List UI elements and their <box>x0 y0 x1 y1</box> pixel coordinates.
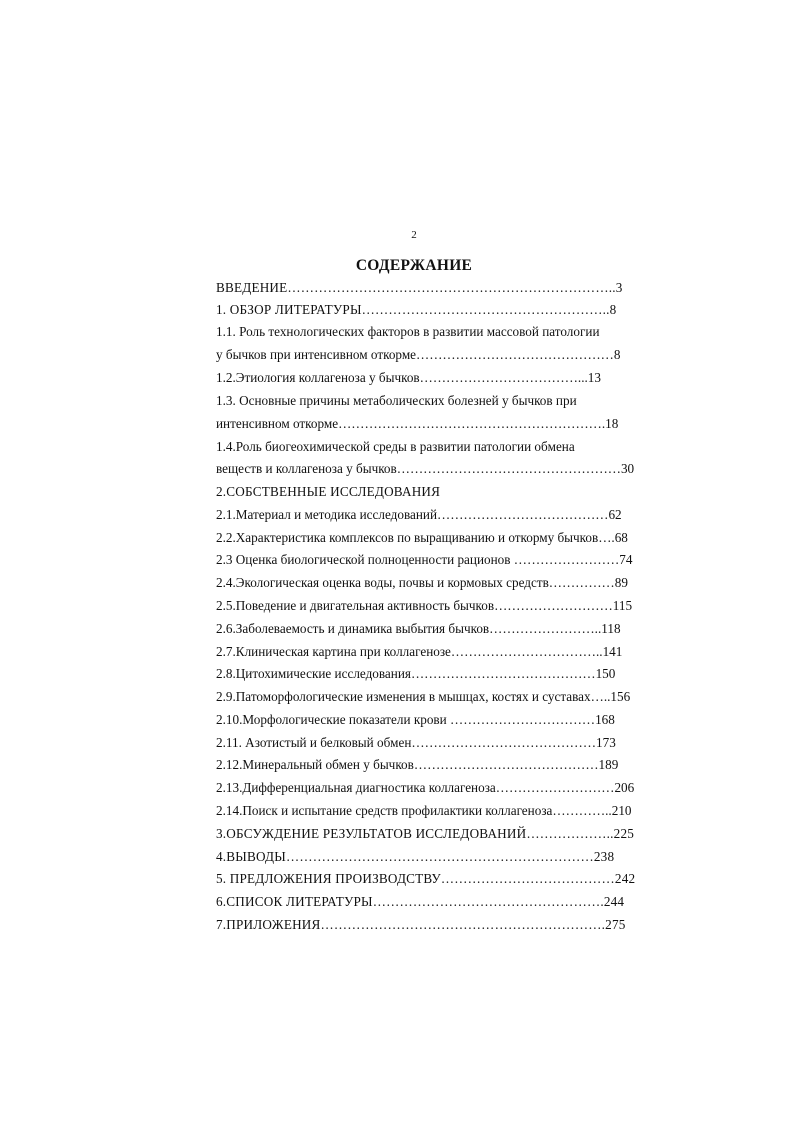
toc-line: 1. ОБЗОР ЛИТЕРАТУРЫ………………………………………………..8 <box>216 302 617 317</box>
toc-line: ВВЕДЕНИЕ………………………………………………………………..3 <box>216 280 623 295</box>
toc-line: 1.1. Роль технологических факторов в развитии массовой патологии <box>216 324 600 339</box>
toc-line: 2.13.Дифференциальная диагностика коллагеноза………………………206 <box>216 780 635 795</box>
toc-line: 2.12.Минеральный обмен у бычков……………………………………189 <box>216 757 619 772</box>
toc-line: у бычков при интенсивном откорме………………………………………8 <box>216 347 621 362</box>
toc-line: 2.2.Характеристика комплексов по выращиванию и откорму бычков….68 <box>216 530 628 545</box>
toc-line: 2.7.Клиническая картина при коллагенозе……………………………..141 <box>216 644 623 659</box>
toc-line: 1.3. Основные причины метаболических болезней у бычков при <box>216 393 577 408</box>
page-number: 2 <box>411 229 417 241</box>
toc-line: 2.10.Морфологические показатели крови ……………………………168 <box>216 712 615 727</box>
toc-line: 2.11. Азотистый и белковый обмен……………………………………173 <box>216 735 616 750</box>
toc-line: 2.9.Патоморфологические изменения в мышцах, костях и суставах…..156 <box>216 689 631 704</box>
toc-line: 5. ПРЕДЛОЖЕНИЯ ПРОИЗВОДСТВУ…………………………………242 <box>216 871 636 886</box>
toc-line: 3.ОБСУЖДЕНИЕ РЕЗУЛЬТАТОВ ИССЛЕДОВАНИЙ………………..225 <box>216 826 635 841</box>
toc-line: 2.4.Экологическая оценка воды, почвы и кормовых средств……………89 <box>216 575 628 590</box>
toc-line: 2.5.Поведение и двигательная активность бычков………………………115 <box>216 598 633 613</box>
toc-line: 1.2.Этиология коллагеноза у бычков………………………………...13 <box>216 370 601 385</box>
toc-line: 7.ПРИЛОЖЕНИЯ……………………………………………………….275 <box>216 917 626 932</box>
toc-line: веществ и коллагеноза у бычков……………………………………………30 <box>216 461 635 476</box>
toc-line: 2.8.Цитохимические исследования……………………………………150 <box>216 666 616 681</box>
toc-line: 2.СОБСТВЕННЫЕ ИССЛЕДОВАНИЯ <box>216 484 441 499</box>
toc-line: интенсивном откорме…………………………………………………….18 <box>216 416 619 431</box>
toc-line: 1.4.Роль биогеохимической среды в развитии патологии обмена <box>216 439 575 454</box>
toc-line: 4.ВЫВОДЫ……………………………………………………………238 <box>216 849 615 864</box>
toc-line: 2.14.Поиск и испытание средств профилактики коллагеноза…………..210 <box>216 803 632 818</box>
toc-line: 2.1.Материал и методика исследований…………………………………62 <box>216 507 622 522</box>
toc-line: 2.3 Оценка биологической полноценности рационов ……………………74 <box>216 552 633 567</box>
page-title: СОДЕРЖАНИЕ <box>355 257 473 274</box>
toc-line: 2.6.Заболеваемость и динамика выбытия бычков……………………..118 <box>216 621 621 636</box>
toc-line: 6.СПИСОК ЛИТЕРАТУРЫ…………………………………………….244 <box>216 894 625 909</box>
